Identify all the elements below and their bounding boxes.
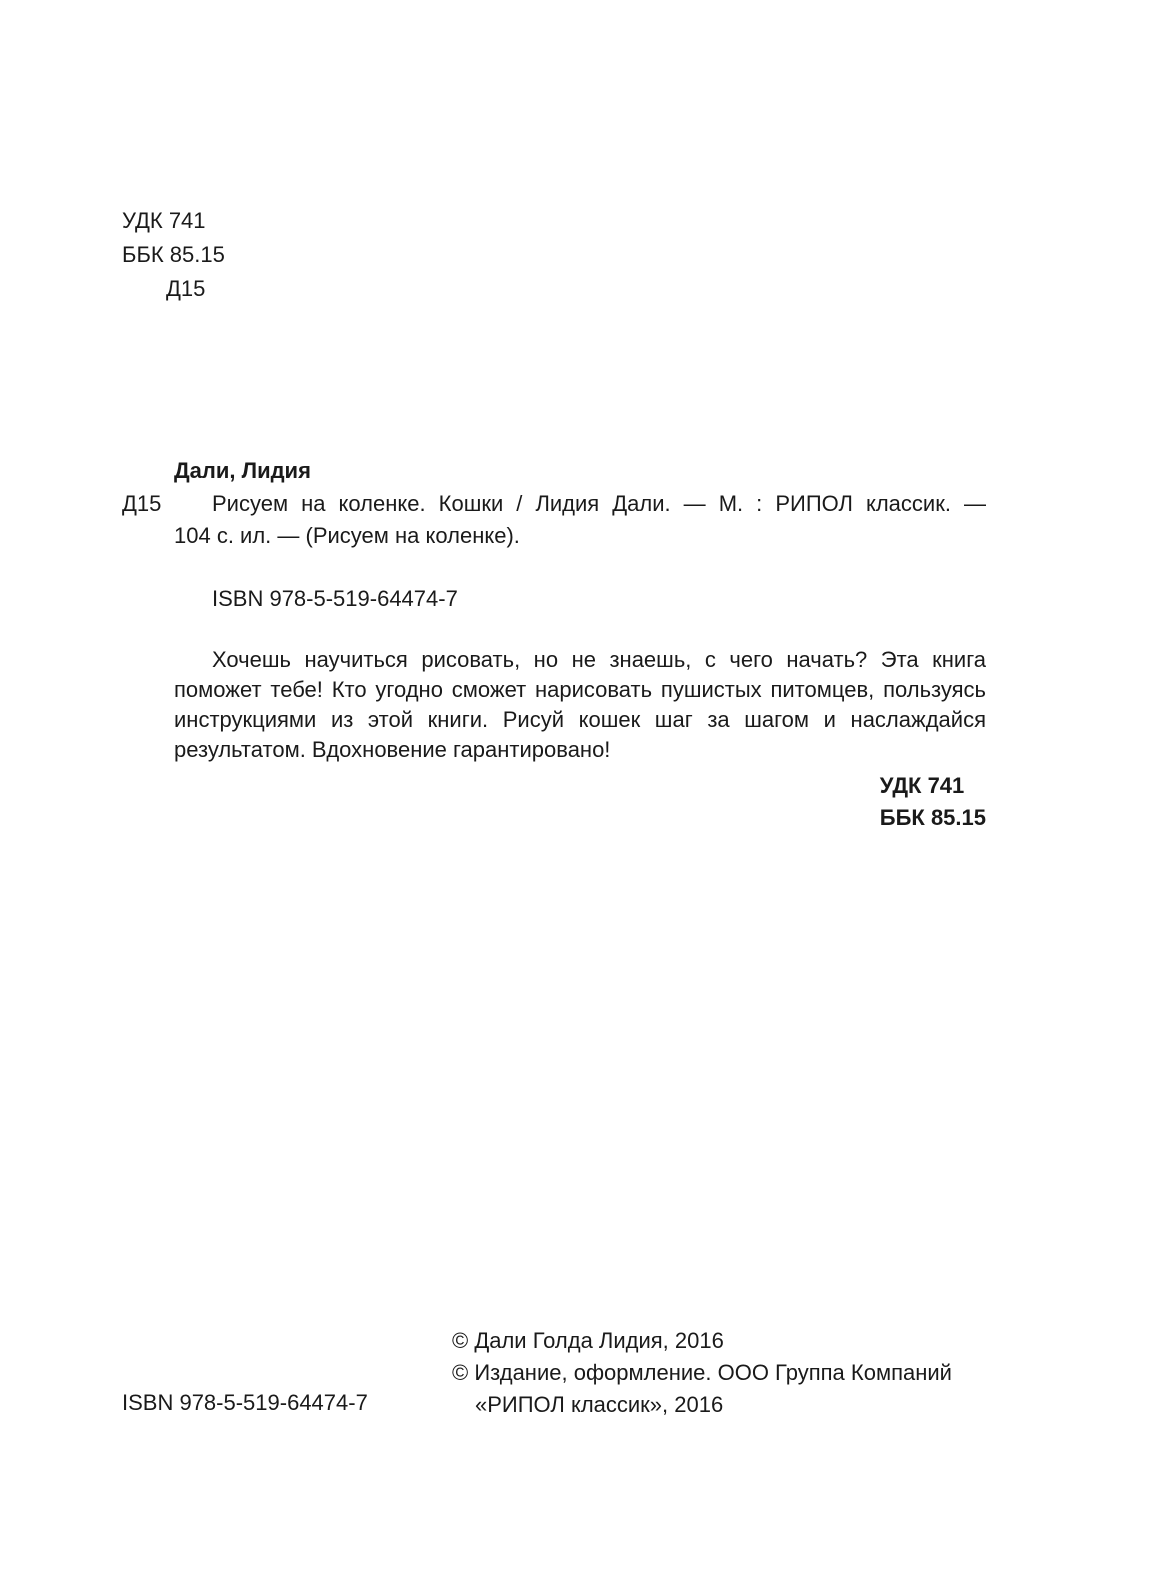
copyright-author: © Дали Голда Лидия, 2016 <box>452 1328 724 1353</box>
bbk-code-right: ББК 85.15 <box>879 805 986 830</box>
isbn-footer: ISBN 978-5-519-64474-7 <box>122 1390 368 1415</box>
copyright-publisher-line-2: «РИПОЛ классик», 2016 <box>475 1392 724 1417</box>
description-line-1: Рисуем на коленке. Кошки / Лидия Дали. — М. : РИПОЛ классик. — <box>212 491 986 516</box>
author-heading: Дали, Лидия <box>174 458 311 483</box>
classification-codes-right <box>880 770 986 834</box>
isbn-entry: ISBN 978-5-519-64474-7 <box>212 586 458 611</box>
entry-author-sign: Д15 <box>122 491 162 516</box>
author-sign: Д15 <box>166 276 206 301</box>
bbk-code: ББК 85.15 <box>122 242 225 267</box>
classification-codes-top <box>122 205 225 307</box>
annotation-paragraph: Хочешь научиться рисовать, но не знаешь, с чего начать? Эта книга поможет тебе! Кто угодно сможет нарисовать пушистых питомцев, пользуясь инструкциями из этой книги. Рисуй кошек шаг за шагом и наслаждайся результатом. Вдохновение гарантировано! <box>174 647 986 762</box>
bibliographic-description <box>174 488 986 552</box>
udk-code: УДК 741 <box>122 208 206 233</box>
description-line-2: 104 с. ил. — (Рисуем на коленке). <box>174 523 520 548</box>
copyright-block <box>452 1325 952 1421</box>
udk-code-right: УДК 741 <box>879 773 965 798</box>
copyright-publisher-line-1: © Издание, оформление. ООО Группа Компаний <box>452 1360 952 1385</box>
